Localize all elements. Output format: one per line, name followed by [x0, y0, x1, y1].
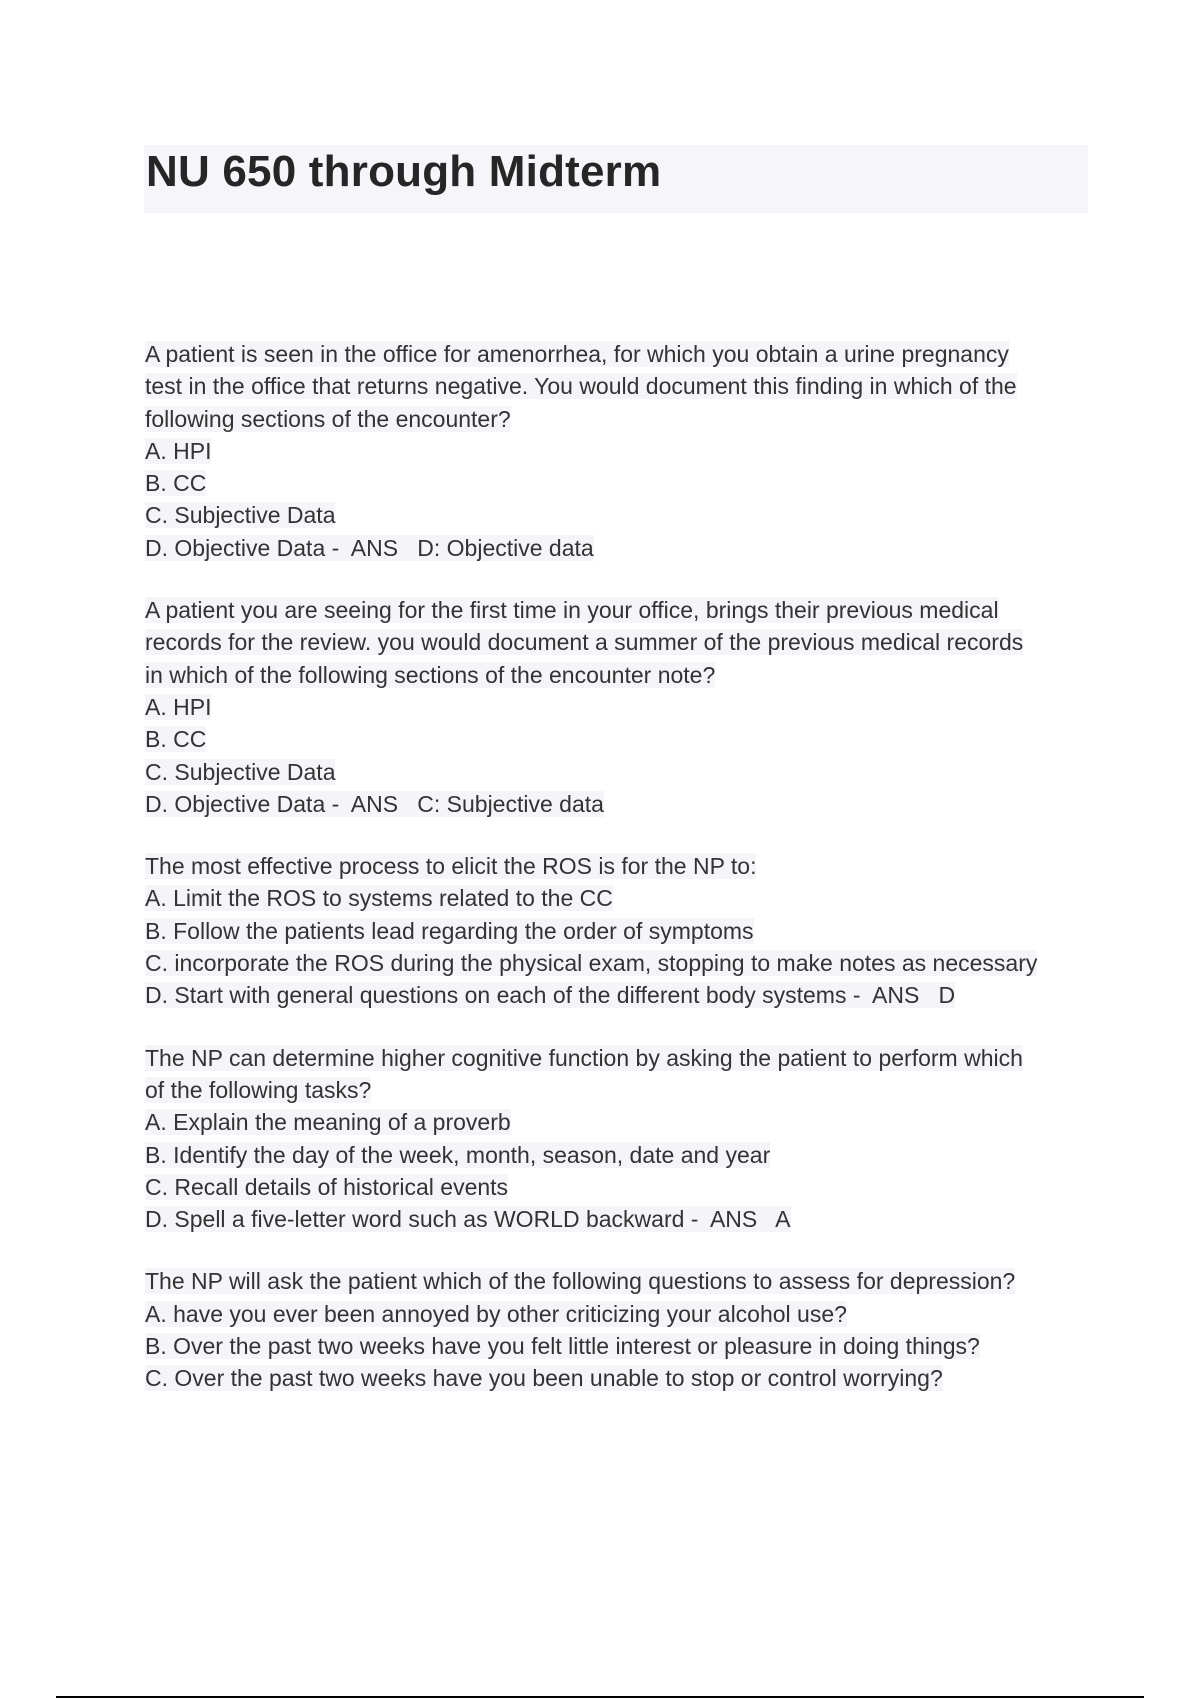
question-line-text: in which of the following sections of the encounter note? [145, 661, 716, 688]
question-line [145, 756, 1105, 788]
question-line-text: The most effective process to elicit the ROS is for the NP to: [145, 853, 757, 880]
footer-divider [56, 1696, 1144, 1698]
question-line [145, 1106, 1105, 1138]
question-line-text: following sections of the encounter? [145, 405, 511, 432]
question-line-text: A patient you are seeing for the first time in your office, brings their previous medical [145, 597, 999, 624]
question-line [145, 691, 1105, 723]
question-line-text: A patient is seen in the office for amenorrhea, for which you obtain a urine pregnancy [145, 341, 1009, 367]
question-block [145, 850, 1105, 1011]
question-line-text: D. Spell a five-letter word such as WORLD backward - ANS A [145, 1206, 791, 1233]
question-line [145, 850, 1105, 882]
question-line-text: B. Follow the patients lead regarding the order of symptoms [145, 917, 754, 944]
question-line-text: B. Identify the day of the week, month, season, date and year [145, 1141, 771, 1168]
question-line-text: B. CC [145, 470, 207, 497]
question-line [145, 979, 1105, 1011]
question-line [145, 1330, 1105, 1362]
question-line-text: D. Start with general questions on each of the different body systems - ANS D [145, 982, 956, 1009]
question-line-text: C. Subjective Data [145, 758, 336, 785]
question-line-text: D. Objective Data - ANS D: Objective data [145, 534, 594, 561]
question-line-text: B. Over the past two weeks have you felt little interest or pleasure in doing things? [145, 1333, 980, 1360]
question-block [145, 594, 1105, 820]
question-line [145, 1042, 1105, 1074]
question-line-text: A. HPI [145, 693, 212, 720]
question-line-text: records for the review. you would document a summer of the previous medical records [145, 629, 1024, 656]
question-line [145, 882, 1105, 914]
question-line [145, 435, 1105, 467]
question-line [145, 1171, 1105, 1203]
question-line-text: C. Recall details of historical events [145, 1173, 509, 1200]
question-line [145, 467, 1105, 499]
question-line-text: C. incorporate the ROS during the physical exam, stopping to make notes as necessary [145, 950, 1038, 977]
question-line [145, 1139, 1105, 1171]
question-line-text: The NP will ask the patient which of the following questions to assess for depression? [145, 1268, 1016, 1295]
question-line [145, 1265, 1105, 1297]
question-line-text: A. HPI [145, 437, 212, 464]
page-title: NU 650 through Midterm [146, 147, 662, 196]
question-line [145, 594, 1105, 626]
question-line [145, 659, 1105, 691]
question-line [145, 532, 1105, 564]
question-block [145, 1042, 1105, 1236]
question-line [145, 1203, 1105, 1235]
question-line [145, 626, 1105, 658]
question-line [145, 1074, 1105, 1106]
question-line-text: C. Subjective Data [145, 502, 336, 529]
question-line [145, 1362, 1105, 1394]
question-line-text: C. Over the past two weeks have you been unable to stop or control worrying? [145, 1365, 943, 1392]
question-line-text: B. CC [145, 726, 207, 753]
question-line [145, 370, 1105, 402]
question-line [145, 915, 1105, 947]
question-line [145, 788, 1105, 820]
question-line-text: A. have you ever been annoyed by other criticizing your alcohol use? [145, 1300, 847, 1327]
question-line-text: of the following tasks? [145, 1076, 372, 1103]
question-line [145, 1298, 1105, 1330]
question-line-text: A. Explain the meaning of a proverb [145, 1109, 511, 1136]
question-line [145, 403, 1105, 435]
question-line-text: test in the office that returns negative. You would document this finding in which of the [145, 373, 1017, 400]
question-line-text: The NP can determine higher cognitive function by asking the patient to perform which [145, 1044, 1023, 1071]
question-line-text: A. Limit the ROS to systems related to the CC [145, 885, 613, 912]
question-line [145, 723, 1105, 755]
question-list [145, 338, 1105, 1425]
question-line [145, 499, 1105, 531]
question-line-text: D. Objective Data - ANS C: Subjective data [145, 790, 604, 817]
question-block [145, 1265, 1105, 1394]
question-line [145, 338, 1105, 370]
question-block [145, 338, 1105, 564]
question-line [145, 947, 1105, 979]
